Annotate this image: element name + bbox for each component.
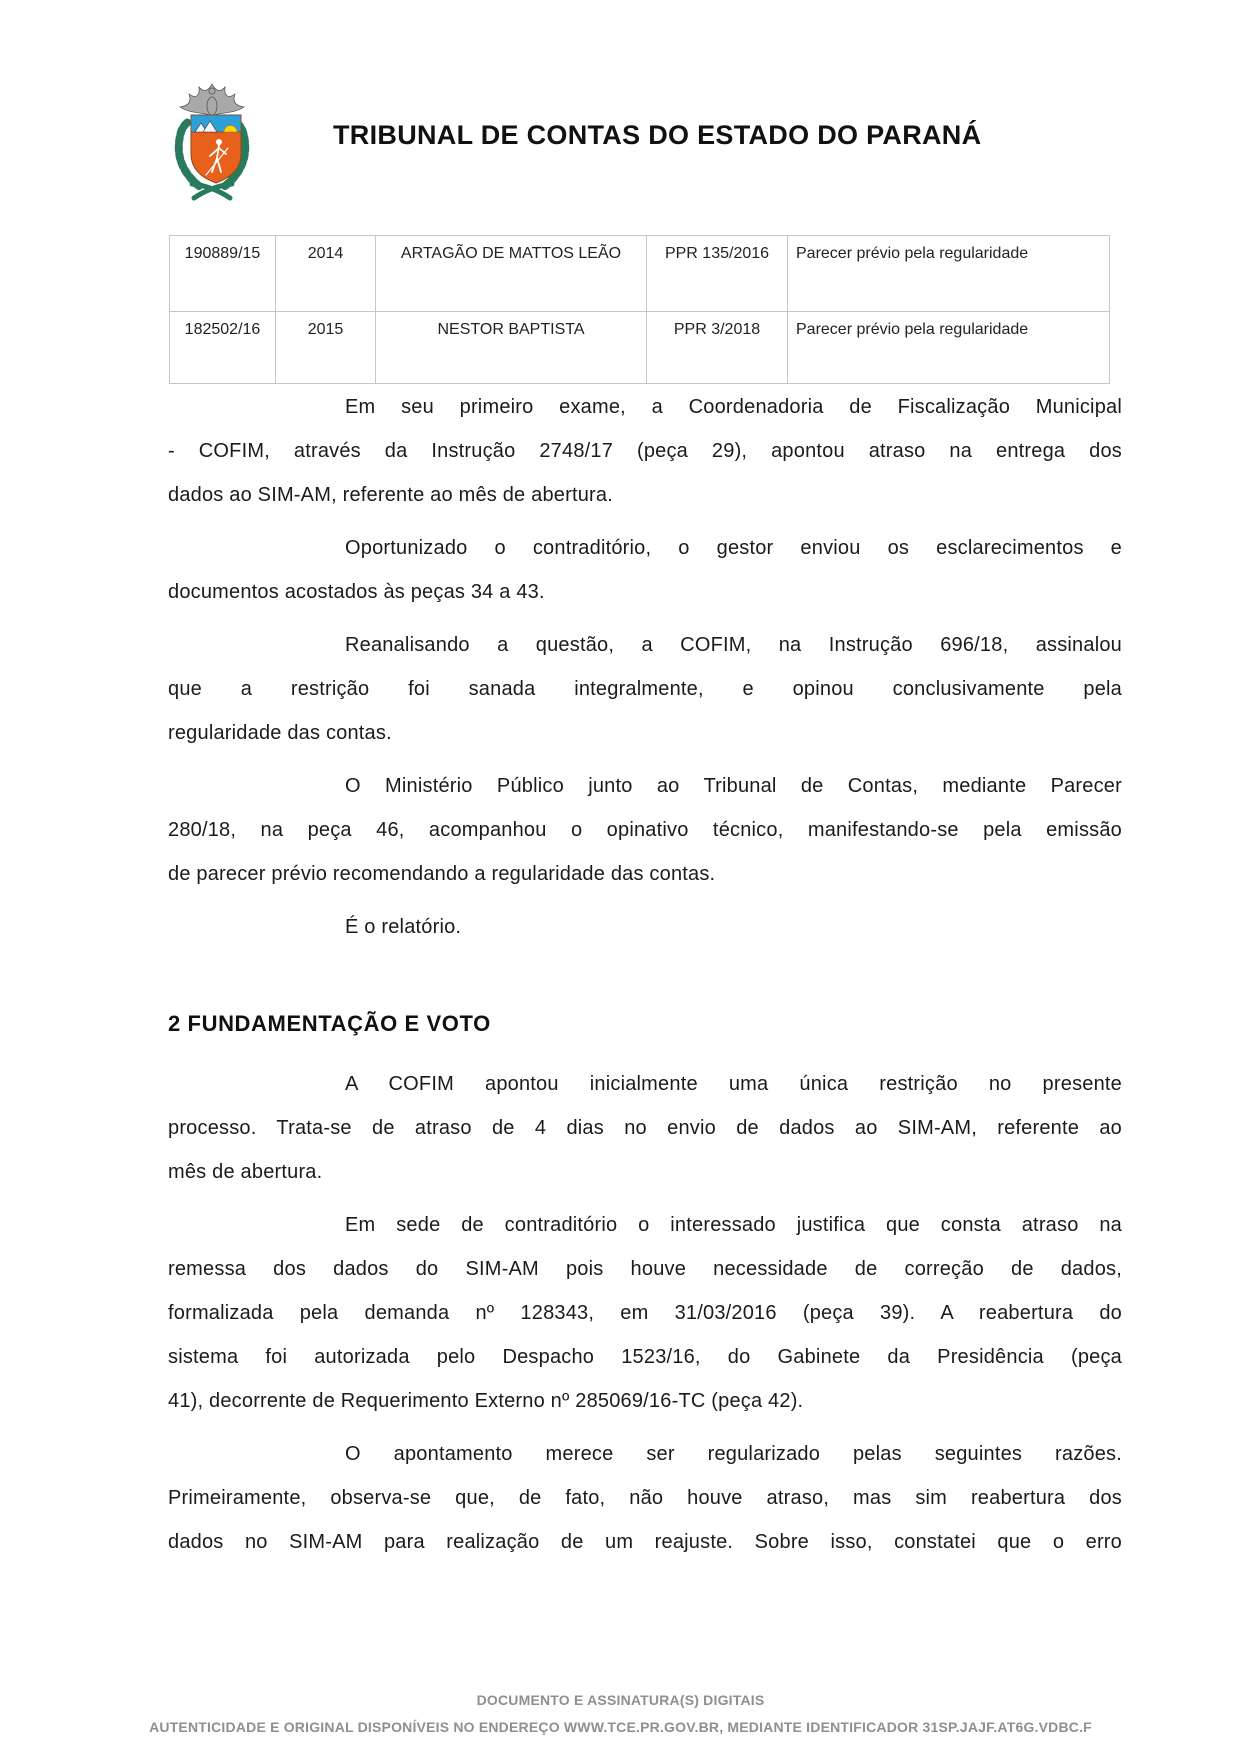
- paragraph-line: 280/18, na peça 46, acompanhou o opinativo técnico, manifestando-se pela emissão: [168, 819, 1122, 841]
- digital-signature-footer: [0, 1687, 1241, 1741]
- paragraph-line: Reanalisando a questão, a COFIM, na Instrução 696/18, assinalou: [345, 634, 1122, 656]
- paragraph: [168, 764, 1122, 896]
- paragraph: [168, 1203, 1122, 1423]
- paragraph-line: Em sede de contraditório o interessado justifica que consta atraso na: [345, 1214, 1122, 1236]
- paragraph-line: A COFIM apontou inicialmente uma única restrição no presente: [345, 1073, 1122, 1095]
- paragraph-line: remessa dos dados do SIM-AM pois houve necessidade de correção de dados,: [168, 1258, 1122, 1280]
- paragraph-line: de parecer prévio recomendando a regularidade das contas.: [168, 863, 716, 885]
- paragraph-line: processo. Trata-se de atraso de 4 dias no envio de dados ao SIM-AM, referente ao: [168, 1117, 1122, 1139]
- paragraph-line: É o relatório.: [345, 916, 462, 938]
- paragraph: [168, 1062, 1122, 1194]
- paragraph: [168, 623, 1122, 755]
- result-cell: Parecer prévio pela regularidade: [788, 236, 1110, 312]
- process-number-cell: 190889/15: [170, 236, 276, 312]
- paragraph-line: Primeiramente, observa-se que, de fato, não houve atraso, mas sim reabertura dos: [168, 1487, 1122, 1509]
- rapporteur-cell: ARTAGÃO DE MATTOS LEÃO: [376, 236, 647, 312]
- paragraph-line: regularidade das contas.: [168, 722, 392, 744]
- ruling-cell: PPR 135/2016: [647, 236, 788, 312]
- paragraph-line: sistema foi autorizada pelo Despacho 1523/16, do Gabinete da Presidência (peça: [168, 1346, 1122, 1368]
- paragraph-line: O Ministério Público junto ao Tribunal de Contas, mediante Parecer: [345, 775, 1122, 797]
- year-cell: 2014: [276, 236, 376, 312]
- page-title: TRIBUNAL DE CONTAS DO ESTADO DO PARANÁ: [333, 120, 982, 150]
- paragraph: [168, 385, 1122, 517]
- process-number-cell: 182502/16: [170, 312, 276, 384]
- footer-line-2: AUTENTICIDADE E ORIGINAL DISPONÍVEIS NO ENDEREÇO WWW.TCE.PR.GOV.BR, MEDIANTE IDENTIFICADOR 31SP.JAJF.AT6G.VDBC.F: [149, 1719, 1092, 1735]
- year-cell: 2015: [276, 312, 376, 384]
- paragraph-line: dados ao SIM-AM, referente ao mês de abertura.: [168, 484, 613, 506]
- table-row: [170, 236, 1110, 312]
- paragraph: [168, 526, 1122, 614]
- process-history-table: [169, 235, 1110, 384]
- rapporteur-cell: NESTOR BAPTISTA: [376, 312, 647, 384]
- eagle-crest: [180, 84, 244, 116]
- footer-line-1: DOCUMENTO E ASSINATURA(S) DIGITAIS: [476, 1692, 765, 1708]
- paragraph-line: Oportunizado o contraditório, o gestor enviou os esclarecimentos e: [345, 537, 1122, 559]
- document-body: [168, 385, 1122, 1573]
- paragraph-line: mês de abertura.: [168, 1161, 323, 1183]
- paragraph-line: 41), decorrente de Requerimento Externo nº 285069/16-TC (peça 42).: [168, 1390, 804, 1412]
- paragraph: [168, 905, 1122, 949]
- process-table-body: [170, 236, 1110, 384]
- paragraph-line: que a restrição foi sanada integralmente, e opinou conclusivamente pela: [168, 678, 1122, 700]
- paragraph-line: documentos acostados às peças 34 a 43.: [168, 581, 545, 603]
- paragraph-line: dados no SIM-AM para realização de um reajuste. Sobre isso, constatei que o erro: [168, 1531, 1122, 1553]
- parana-coat-of-arms-logo: [168, 82, 256, 204]
- paragraph-line: O apontamento merece ser regularizado pelas seguintes razões.: [345, 1443, 1122, 1465]
- section-heading: 2 FUNDAMENTAÇÃO E VOTO: [168, 1011, 491, 1036]
- paragraph: [168, 1432, 1122, 1564]
- paragraph-line: - COFIM, através da Instrução 2748/17 (peça 29), apontou atraso na entrega dos: [168, 440, 1122, 462]
- table-row: [170, 312, 1110, 384]
- ruling-cell: PPR 3/2018: [647, 312, 788, 384]
- paragraph-line: formalizada pela demanda nº 128343, em 31/03/2016 (peça 39). A reabertura do: [168, 1302, 1122, 1324]
- shield: [191, 115, 241, 183]
- result-cell: Parecer prévio pela regularidade: [788, 312, 1110, 384]
- paragraph-line: Em seu primeiro exame, a Coordenadoria de Fiscalização Municipal: [345, 396, 1122, 418]
